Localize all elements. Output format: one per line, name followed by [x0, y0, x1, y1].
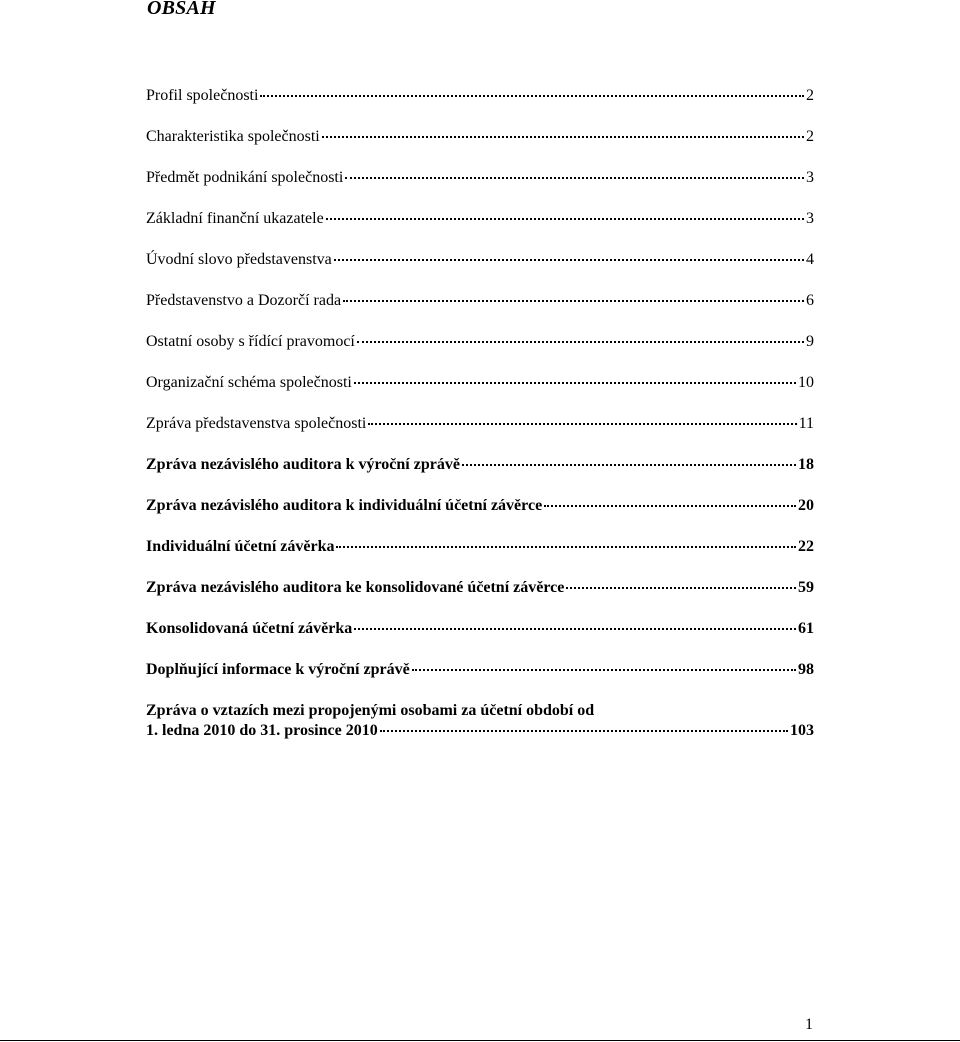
- toc-entry[interactable]: [146, 373, 814, 414]
- toc-dot-leader: [343, 299, 804, 302]
- toc-entry-page: 10: [798, 374, 814, 391]
- toc-entry-title: Představenstvo a Dozorčí rada: [146, 292, 342, 309]
- page-number: 1: [805, 1016, 813, 1033]
- toc-entry-page: 11: [798, 415, 814, 432]
- toc-entry-title: Úvodní slovo představenstva: [146, 251, 332, 268]
- toc-entry-page: 6: [806, 292, 814, 309]
- toc-dot-leader: [462, 463, 796, 466]
- toc-entry-page: 4: [806, 251, 814, 268]
- table-of-contents: [146, 86, 814, 741]
- toc-entry-title: Doplňující informace k výroční zprávě: [146, 661, 410, 678]
- toc-entry-title-line2: 1. ledna 2010 do 31. prosince 2010: [146, 722, 378, 739]
- toc-entry-page: 103: [790, 722, 814, 739]
- toc-dot-leader: [326, 217, 804, 220]
- toc-entry[interactable]: [146, 127, 814, 168]
- toc-entry[interactable]: [146, 414, 814, 455]
- toc-entry-page: 3: [806, 169, 814, 186]
- toc-entry-page: 9: [806, 333, 814, 350]
- toc-dot-leader: [368, 422, 796, 425]
- toc-dot-leader: [544, 504, 796, 507]
- footer-rule: [0, 1040, 960, 1041]
- toc-entry-page: 59: [798, 579, 814, 596]
- toc-entry-title: Ostatní osoby s řídící pravomocí: [146, 333, 355, 350]
- toc-dot-leader: [354, 627, 796, 630]
- toc-entry-line2: [146, 721, 814, 741]
- toc-entry-title: Profil společnosti: [146, 87, 259, 104]
- toc-entry[interactable]: [146, 537, 814, 578]
- toc-entry-title: Základní finanční ukazatele: [146, 210, 324, 227]
- toc-dot-leader: [380, 729, 788, 732]
- toc-dot-leader: [334, 258, 804, 261]
- toc-entry-page: 18: [798, 456, 814, 473]
- toc-entry[interactable]: [146, 660, 814, 701]
- toc-entry-page: 22: [798, 538, 814, 555]
- toc-entry[interactable]: [146, 455, 814, 496]
- toc-dot-leader: [336, 545, 796, 548]
- toc-entry-page: 20: [798, 497, 814, 514]
- toc-entry-title-line1: Zpráva o vztazích mezi propojenými osobami za účetní období od: [146, 702, 595, 719]
- toc-entry[interactable]: [146, 86, 814, 127]
- toc-dot-leader: [322, 135, 804, 138]
- toc-dot-leader: [260, 94, 804, 97]
- toc-entry-title: Individuální účetní závěrka: [146, 538, 335, 555]
- toc-entry[interactable]: [146, 291, 814, 332]
- toc-entry-title: Předmět podnikání společnosti: [146, 169, 344, 186]
- toc-entry[interactable]: [146, 496, 814, 537]
- toc-entry[interactable]: [146, 332, 814, 373]
- toc-entry-page: 98: [798, 661, 814, 678]
- toc-entry-title: Zpráva nezávislého auditora k individuální účetní závěrce: [146, 497, 543, 514]
- toc-entry[interactable]: [146, 701, 814, 741]
- toc-dot-leader: [412, 668, 796, 671]
- toc-dot-leader: [357, 340, 804, 343]
- page-title: OBSAH: [147, 0, 216, 19]
- toc-entry-page: 2: [806, 128, 814, 145]
- toc-dot-leader: [345, 176, 804, 179]
- toc-entry-title: Zpráva nezávislého auditora ke konsolidované účetní závěrce: [146, 579, 565, 596]
- toc-dot-leader: [354, 381, 796, 384]
- toc-entry-page: 61: [798, 620, 814, 637]
- toc-entry[interactable]: [146, 250, 814, 291]
- toc-entry-title: Zpráva nezávislého auditora k výroční zprávě: [146, 456, 460, 473]
- toc-entry[interactable]: [146, 578, 814, 619]
- toc-entry-title: Charakteristika společnosti: [146, 128, 320, 145]
- toc-entry-title: Zpráva představenstva společnosti: [146, 415, 367, 432]
- toc-entry-title: Konsolidovaná účetní závěrka: [146, 620, 353, 637]
- toc-entry[interactable]: [146, 168, 814, 209]
- toc-entry-title: Organizační schéma společnosti: [146, 374, 352, 391]
- toc-entry[interactable]: [146, 619, 814, 660]
- toc-entry-page: 2: [806, 87, 814, 104]
- toc-dot-leader: [566, 586, 796, 589]
- toc-entry-page: 3: [806, 210, 814, 227]
- toc-entry[interactable]: [146, 209, 814, 250]
